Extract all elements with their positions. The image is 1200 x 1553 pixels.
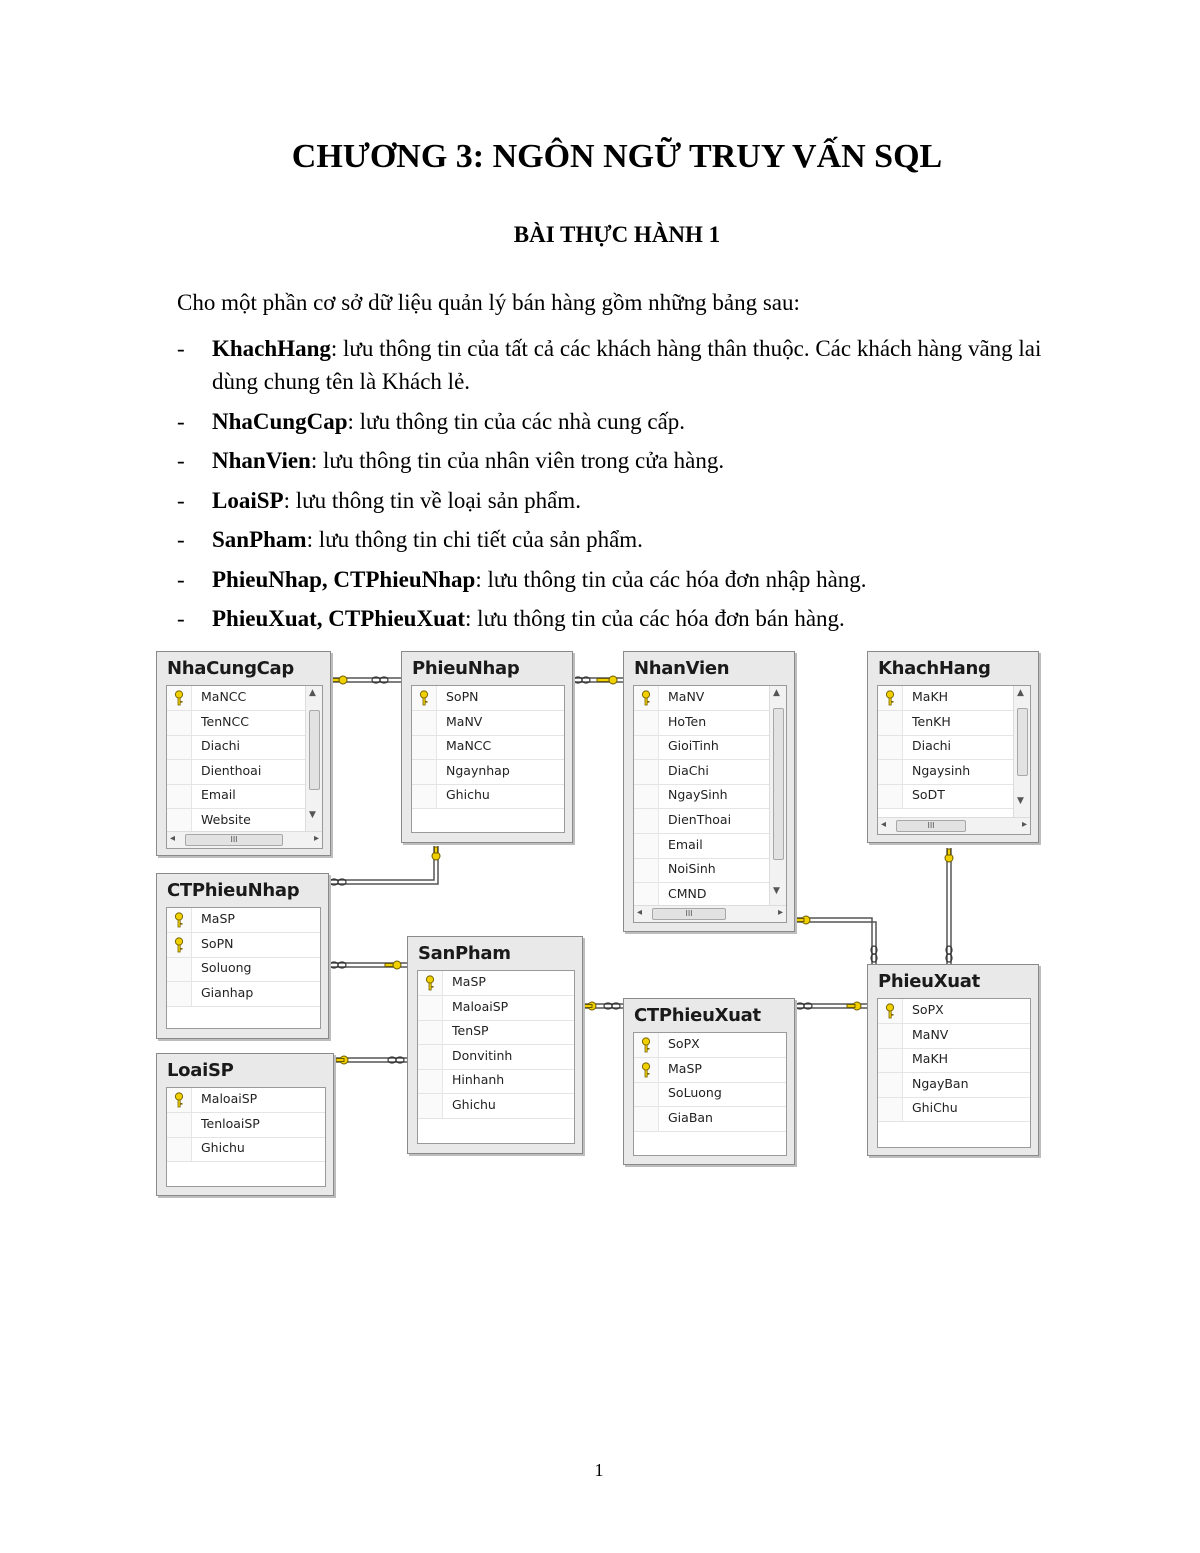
table-sanpham[interactable] [407, 936, 583, 1154]
column-row[interactable] [634, 711, 769, 736]
column-list [411, 685, 565, 833]
table-title: PhieuXuat [878, 971, 980, 992]
column-row[interactable] [634, 1058, 786, 1083]
row-selector[interactable] [418, 1045, 443, 1069]
row-selector[interactable] [412, 760, 437, 784]
table-term: NhaCungCap [212, 408, 348, 434]
column-name: SoPN [446, 689, 479, 704]
column-name: MaloaiSP [201, 1091, 258, 1106]
primary-key-icon [641, 1037, 651, 1053]
column-list [633, 1032, 787, 1156]
column-list [877, 685, 1031, 835]
vertical-scrollbar[interactable] [1013, 686, 1030, 818]
column-name: Hinhanh [452, 1072, 505, 1088]
key-end-icon [597, 676, 617, 684]
column-row[interactable] [634, 686, 769, 711]
row-selector[interactable] [418, 1094, 443, 1118]
column-row[interactable] [167, 1137, 325, 1162]
primary-key-icon [641, 690, 651, 706]
list-item [177, 332, 1067, 398]
column-name: SoPX [668, 1036, 700, 1051]
row-selector[interactable] [878, 735, 903, 759]
scroll-up-icon[interactable]: ▲ [309, 688, 316, 698]
row-selector[interactable] [167, 735, 192, 759]
table-term: KhachHang [212, 336, 331, 361]
table-title: CTPhieuNhap [167, 880, 300, 901]
table-term: LoaiSP [212, 487, 284, 513]
table-description: : lưu thông tin của các hóa đơn nhập hàng. [475, 566, 867, 592]
column-row[interactable] [418, 1094, 574, 1119]
column-row[interactable] [634, 809, 769, 834]
row-selector[interactable] [418, 996, 443, 1020]
row-selector[interactable] [878, 1024, 903, 1048]
column-row[interactable] [167, 933, 320, 958]
table-khachhang[interactable] [867, 651, 1039, 843]
column-row[interactable] [167, 686, 305, 711]
column-name: Donvitinh [452, 1047, 513, 1063]
column-name: HoTen [668, 713, 707, 729]
bullet-marker: - [177, 527, 185, 552]
column-row[interactable] [412, 686, 564, 711]
table-description: : lưu thông tin của nhân viên trong cửa hàng. [310, 448, 725, 473]
table-term: NhanVien [212, 448, 311, 473]
row-selector[interactable] [878, 784, 903, 808]
list-item [177, 563, 1067, 596]
page-title: CHƯƠNG 3: NGÔN NGỮ TRUY VẤN SQL [291, 138, 943, 175]
column-row[interactable] [878, 1024, 1030, 1049]
row-selector[interactable] [634, 834, 659, 858]
column-row[interactable] [878, 784, 1013, 809]
column-name: Diachi [912, 738, 952, 754]
key-end-icon [796, 916, 810, 924]
bullet-marker: - [177, 566, 185, 592]
row-selector[interactable] [167, 760, 192, 784]
relation-line [794, 918, 872, 964]
column-name: Ghichu [201, 1140, 245, 1156]
scroll-thumb[interactable]: III [652, 908, 726, 920]
scroll-left-icon[interactable]: ◂ [881, 819, 887, 830]
table-phieunhap[interactable] [401, 651, 573, 843]
table-title: CTPhieuXuat [634, 1005, 761, 1026]
column-list [166, 685, 323, 849]
row-selector[interactable] [634, 858, 659, 882]
column-list [166, 907, 321, 1029]
row-selector[interactable] [418, 1020, 443, 1044]
table-title: LoaiSP [167, 1060, 234, 1081]
horizontal-scrollbar[interactable] [634, 905, 786, 922]
scroll-right-icon[interactable]: ▸ [777, 907, 783, 918]
key-end-icon [432, 847, 440, 860]
key-end-icon [584, 1002, 596, 1010]
row-selector[interactable] [634, 760, 659, 784]
table-loaisp[interactable] [156, 1053, 334, 1196]
infinity-end-icon [871, 946, 877, 962]
scroll-left-icon[interactable]: ◂ [637, 907, 643, 918]
scroll-thumb[interactable] [1017, 708, 1028, 776]
row-selector[interactable] [412, 686, 437, 710]
infinity-end-icon [372, 677, 388, 683]
bullet-marker: - [177, 606, 185, 631]
column-row[interactable] [878, 760, 1013, 785]
column-name: DienThoai [668, 812, 732, 827]
column-row[interactable] [418, 1069, 574, 1094]
infinity-end-icon [330, 962, 346, 968]
column-name: Ngaysinh [912, 762, 971, 778]
column-row[interactable] [634, 834, 769, 859]
column-row[interactable] [634, 735, 769, 760]
scroll-left-icon[interactable]: ◂ [170, 833, 176, 844]
primary-key-icon [641, 1062, 651, 1078]
row-selector[interactable] [167, 1113, 192, 1137]
column-name: Diachi [201, 738, 241, 754]
column-list [633, 685, 787, 923]
row-selector[interactable] [634, 735, 659, 759]
column-row[interactable] [878, 735, 1013, 760]
key-end-icon [945, 849, 953, 862]
column-row[interactable] [878, 1048, 1030, 1073]
row-selector[interactable] [878, 711, 903, 735]
bullet-marker: - [177, 408, 185, 434]
column-list [877, 998, 1031, 1148]
primary-key-icon [885, 1003, 895, 1019]
column-name: Ghichu [446, 787, 490, 803]
column-row[interactable] [167, 982, 320, 1007]
column-row[interactable] [167, 957, 320, 982]
column-list [166, 1087, 326, 1187]
list-item [177, 523, 1067, 556]
column-row[interactable] [878, 1073, 1030, 1098]
table-title: NhanVien [634, 658, 730, 679]
column-name: TenSP [452, 1023, 489, 1039]
table-term: SanPham [212, 527, 307, 552]
row-selector[interactable] [878, 999, 903, 1023]
list-item [177, 444, 1067, 477]
column-row[interactable] [418, 996, 574, 1021]
table-title: SanPham [418, 943, 511, 964]
column-row[interactable] [634, 858, 769, 883]
column-row[interactable] [167, 735, 305, 760]
column-name: TenKH [912, 713, 951, 729]
column-name: Dienthoai [201, 762, 262, 778]
table-description: : lưu thông tin về loại sản phẩm. [283, 487, 581, 513]
column-name: Soluong [201, 960, 252, 976]
column-row[interactable] [167, 1113, 325, 1138]
scroll-down-icon[interactable]: ▼ [773, 886, 780, 896]
column-row[interactable] [418, 1020, 574, 1045]
column-row[interactable] [878, 686, 1013, 711]
column-name: MaSP [668, 1060, 702, 1076]
bullet-marker: - [177, 336, 185, 361]
column-name: SoPN [201, 935, 234, 951]
column-name: MaNCC [446, 738, 492, 754]
column-name: MaNV [446, 713, 483, 729]
row-selector[interactable] [634, 1033, 659, 1057]
column-name: GiaBan [668, 1109, 713, 1125]
table-nhacungcap[interactable] [156, 651, 331, 856]
primary-key-icon [885, 690, 895, 706]
row-selector[interactable] [412, 784, 437, 808]
row-selector[interactable] [634, 1082, 659, 1106]
column-name: TenloaiSP [201, 1115, 260, 1131]
column-name: SoPX [912, 1002, 944, 1017]
relation-line [328, 846, 438, 884]
primary-key-icon [174, 937, 184, 953]
column-row[interactable] [634, 760, 769, 785]
column-row[interactable] [167, 784, 305, 809]
bullet-marker: - [177, 448, 185, 473]
column-name: Ghichu [452, 1097, 496, 1112]
column-row[interactable] [634, 1082, 786, 1107]
column-name: MaNV [912, 1026, 949, 1042]
scroll-up-icon[interactable]: ▲ [1017, 688, 1024, 698]
column-name: Email [201, 787, 236, 803]
table-description: : lưu thông tin chi tiết của sản phẩm. [306, 527, 643, 552]
intro-paragraph: Cho một phần cơ sở dữ liệu quản lý bán hàng gồm những bảng sau: [177, 290, 800, 315]
row-selector[interactable] [167, 809, 192, 833]
list-item [177, 602, 1067, 635]
infinity-end-icon [330, 879, 346, 885]
page-number: 1 [594, 1460, 604, 1480]
bullet-marker: - [177, 487, 185, 513]
column-row[interactable] [418, 1045, 574, 1070]
row-selector[interactable] [412, 711, 437, 735]
primary-key-icon [174, 1092, 184, 1108]
row-selector[interactable] [634, 784, 659, 808]
column-row[interactable] [412, 735, 564, 760]
row-selector[interactable] [167, 982, 192, 1006]
row-selector[interactable] [167, 957, 192, 981]
row-selector[interactable] [634, 883, 659, 907]
row-selector[interactable] [418, 1069, 443, 1093]
infinity-end-icon [946, 946, 952, 962]
column-row[interactable] [634, 784, 769, 809]
vertical-scrollbar[interactable] [305, 686, 322, 832]
row-selector[interactable] [634, 1107, 659, 1131]
row-selector[interactable] [878, 1073, 903, 1097]
column-name: SoLuong [668, 1085, 722, 1101]
list-item [177, 484, 1067, 517]
primary-key-icon [425, 975, 435, 991]
relation-line [794, 922, 876, 964]
row-selector[interactable] [878, 1048, 903, 1072]
column-name: Gianhap [201, 984, 254, 1000]
scroll-thumb[interactable] [773, 708, 784, 860]
table-nhanvien[interactable] [623, 651, 795, 932]
table-ctphieuxuat[interactable] [623, 998, 795, 1165]
primary-key-icon [419, 690, 429, 706]
column-name: MaKH [912, 689, 949, 704]
column-name: DiaChi [668, 762, 709, 778]
row-selector[interactable] [167, 1088, 192, 1112]
column-name: GhiChu [912, 1100, 958, 1116]
table-title: KhachHang [878, 658, 991, 679]
infinity-end-icon [796, 1003, 812, 1009]
row-selector[interactable] [634, 686, 659, 710]
primary-key-icon [174, 690, 184, 706]
vertical-scrollbar[interactable] [769, 686, 786, 906]
row-selector[interactable] [634, 809, 659, 833]
table-description: : lưu thông tin của các nhà cung cấp. [347, 408, 686, 434]
infinity-end-icon [574, 677, 590, 683]
column-row[interactable] [167, 1088, 325, 1113]
scroll-up-icon[interactable]: ▲ [773, 688, 780, 698]
column-name: NgayBan [912, 1075, 969, 1091]
scroll-thumb[interactable]: III [896, 820, 966, 832]
row-selector[interactable] [167, 711, 192, 735]
column-name: NgaySinh [668, 787, 728, 803]
table-description-list [177, 332, 1067, 642]
scroll-right-icon[interactable]: ▸ [313, 833, 319, 844]
column-name: CMND [668, 885, 707, 901]
horizontal-scrollbar[interactable] [878, 817, 1030, 834]
key-end-icon [385, 961, 401, 969]
column-row[interactable] [167, 908, 320, 933]
table-description: : lưu thông tin của các hóa đơn bán hàng. [465, 606, 845, 631]
column-name: MaNCC [201, 689, 247, 704]
column-row[interactable] [412, 711, 564, 736]
column-name: MaNV [668, 689, 705, 704]
primary-key-icon [174, 912, 184, 928]
column-name: Website [201, 812, 251, 827]
column-row[interactable] [412, 784, 564, 809]
scroll-down-icon[interactable]: ▼ [1017, 796, 1024, 806]
row-selector[interactable] [167, 686, 192, 710]
column-list [417, 970, 575, 1144]
row-selector[interactable] [167, 784, 192, 808]
row-selector[interactable] [878, 1097, 903, 1121]
row-selector[interactable] [418, 971, 443, 995]
row-selector[interactable] [878, 760, 903, 784]
row-selector[interactable] [878, 686, 903, 710]
column-name: Email [668, 836, 703, 852]
column-row[interactable] [878, 999, 1030, 1024]
scroll-thumb[interactable]: III [185, 834, 283, 846]
column-name: SoDT [912, 787, 945, 803]
key-end-icon [331, 676, 347, 684]
table-phieuxuat[interactable] [867, 964, 1039, 1156]
relation-line [328, 846, 434, 880]
horizontal-scrollbar[interactable] [167, 831, 322, 848]
row-selector[interactable] [634, 1058, 659, 1082]
table-ctphieunhap[interactable] [156, 873, 329, 1039]
column-row[interactable] [167, 711, 305, 736]
key-end-icon [847, 1002, 861, 1010]
column-name: Ngaynhap [446, 762, 510, 778]
column-name: MaloaiSP [452, 998, 509, 1014]
table-title: NhaCungCap [167, 658, 294, 679]
table-term: PhieuXuat, CTPhieuXuat [212, 606, 466, 631]
row-selector[interactable] [167, 933, 192, 957]
row-selector[interactable] [167, 1137, 192, 1161]
infinity-end-icon [388, 1057, 404, 1063]
exercise-title: BÀI THỰC HÀNH 1 [513, 222, 721, 247]
key-end-icon [336, 1056, 348, 1064]
list-item [177, 405, 1067, 438]
table-title: PhieuNhap [412, 658, 520, 679]
column-name: MaSP [452, 974, 486, 989]
column-row[interactable] [418, 971, 574, 996]
column-row[interactable] [634, 1107, 786, 1132]
column-name: MaKH [912, 1051, 949, 1067]
row-selector[interactable] [167, 908, 192, 932]
column-row[interactable] [878, 711, 1013, 736]
table-term: PhieuNhap, CTPhieuNhap [212, 566, 476, 592]
column-row[interactable] [878, 1097, 1030, 1122]
column-name: GioiTinh [668, 738, 719, 754]
column-name: TenNCC [201, 713, 249, 729]
infinity-end-icon [604, 1003, 620, 1009]
scroll-thumb[interactable] [309, 710, 320, 790]
row-selector[interactable] [412, 735, 437, 759]
scroll-down-icon[interactable]: ▼ [309, 810, 316, 820]
scroll-right-icon[interactable]: ▸ [1021, 819, 1027, 830]
column-row[interactable] [412, 760, 564, 785]
row-selector[interactable] [634, 711, 659, 735]
column-name: NoiSinh [668, 861, 716, 877]
column-row[interactable] [634, 1033, 786, 1058]
column-row[interactable] [167, 760, 305, 785]
column-name: MaSP [201, 911, 235, 926]
table-description: : lưu thông tin của tất cả các khách hàng thân thuộc. Các khách hàng vãng lai dùng chung tên là Khách lẻ. [212, 336, 1042, 394]
